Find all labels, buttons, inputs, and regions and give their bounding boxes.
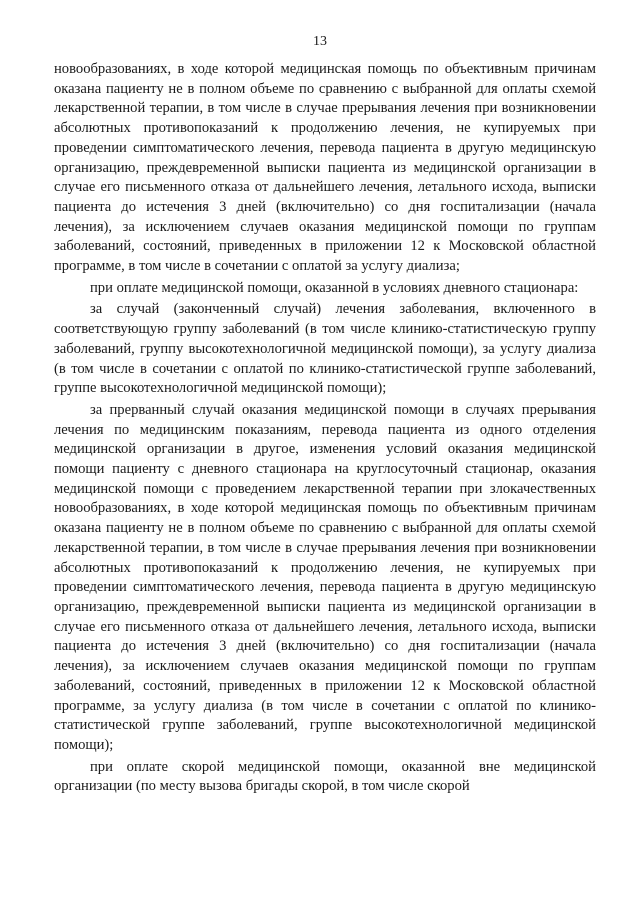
paragraph-emergency-care: при оплате скорой медицинской помощи, оказанной вне медицинской организации (по месту вызова бригады скорой, в том числе скорой <box>54 758 596 795</box>
paragraph-continuation: новообразованиях, в ходе которой медицинская помощь по объективным причинам оказана пациенту не в полном объеме по сравнению с выбранной для оплаты схемой лекарственной терапии, в том числе в случае прерывания лечения при возникновении абсолютных противопоказаний к продолжению лечения, не купируемых при проведении симптоматического лечения, перевода пациента в другую медицинскую организацию, преждевременной выписки пациента из медицинской организации в случае его письменного отказа от дальнейшего лечения, летального исхода, выписки пациента до истечения 3 дней (включительно) со дня госпитализации (начала лечения), за исключением случаев оказания медицинской помощи по группам заболеваний, состояний, приведенных в приложении 12 к Московской областной программе, в том числе в сочетании с оплатой за услугу диализа; <box>54 61 596 275</box>
paragraph-day-hospital-intro: при оплате медицинской помощи, оказанной в условиях дневного стационара: <box>90 279 579 296</box>
page-number: 13 <box>313 34 327 49</box>
paragraph-completed-case: за случай (законченный случай) лечения заболевания, включенного в соответствующую группу заболеваний (в том числе клинико-статистическую группу заболеваний, группу высокотехнологичной медицинской помощи), за услугу диализа (в том числе в сочетании с оплатой по клинико-статистической группе заболеваний, группе высокотехнологичной медицинской помощи); <box>54 301 596 397</box>
body-text <box>54 60 596 797</box>
paragraph-interrupted-case: за прерванный случай оказания медицинской помощи в случаях прерывания лечения по медицинским показаниям, перевода пациента из одного отделения медицинской организации в другое, изменения условий оказания медицинской помощи пациенту с дневного стационара на круглосуточный стационар, оказания медицинской помощи с проведением лекарственной терапии при злокачественных новообразованиях, в ходе которой медицинская помощь по объективным причинам оказана пациенту не в полном объеме по сравнению с выбранной для оплаты схемой лекарственной терапии, в том числе в случае прерывания лечения при возникновении абсолютных противопоказаний к продолжению лечения, не купируемых при проведении симптоматического лечения, перевода пациента в другую медицинскую организацию, преждевременной выписки пациента из медицинской организации в случае его письменного отказа от дальнейшего лечения, летального исхода, выписки пациента до истечения 3 дней (включительно) со дня госпитализации (начала лечения), за исключением случаев оказания медицинской помощи по группам заболеваний, состояний, приведенных в приложении 12 к Московской областной программе, за услугу диализа (в том числе в сочетании с оплатой по клинико-статистической группе заболеваний, группе высокотехнологичной медицинской помощи); <box>54 401 596 753</box>
